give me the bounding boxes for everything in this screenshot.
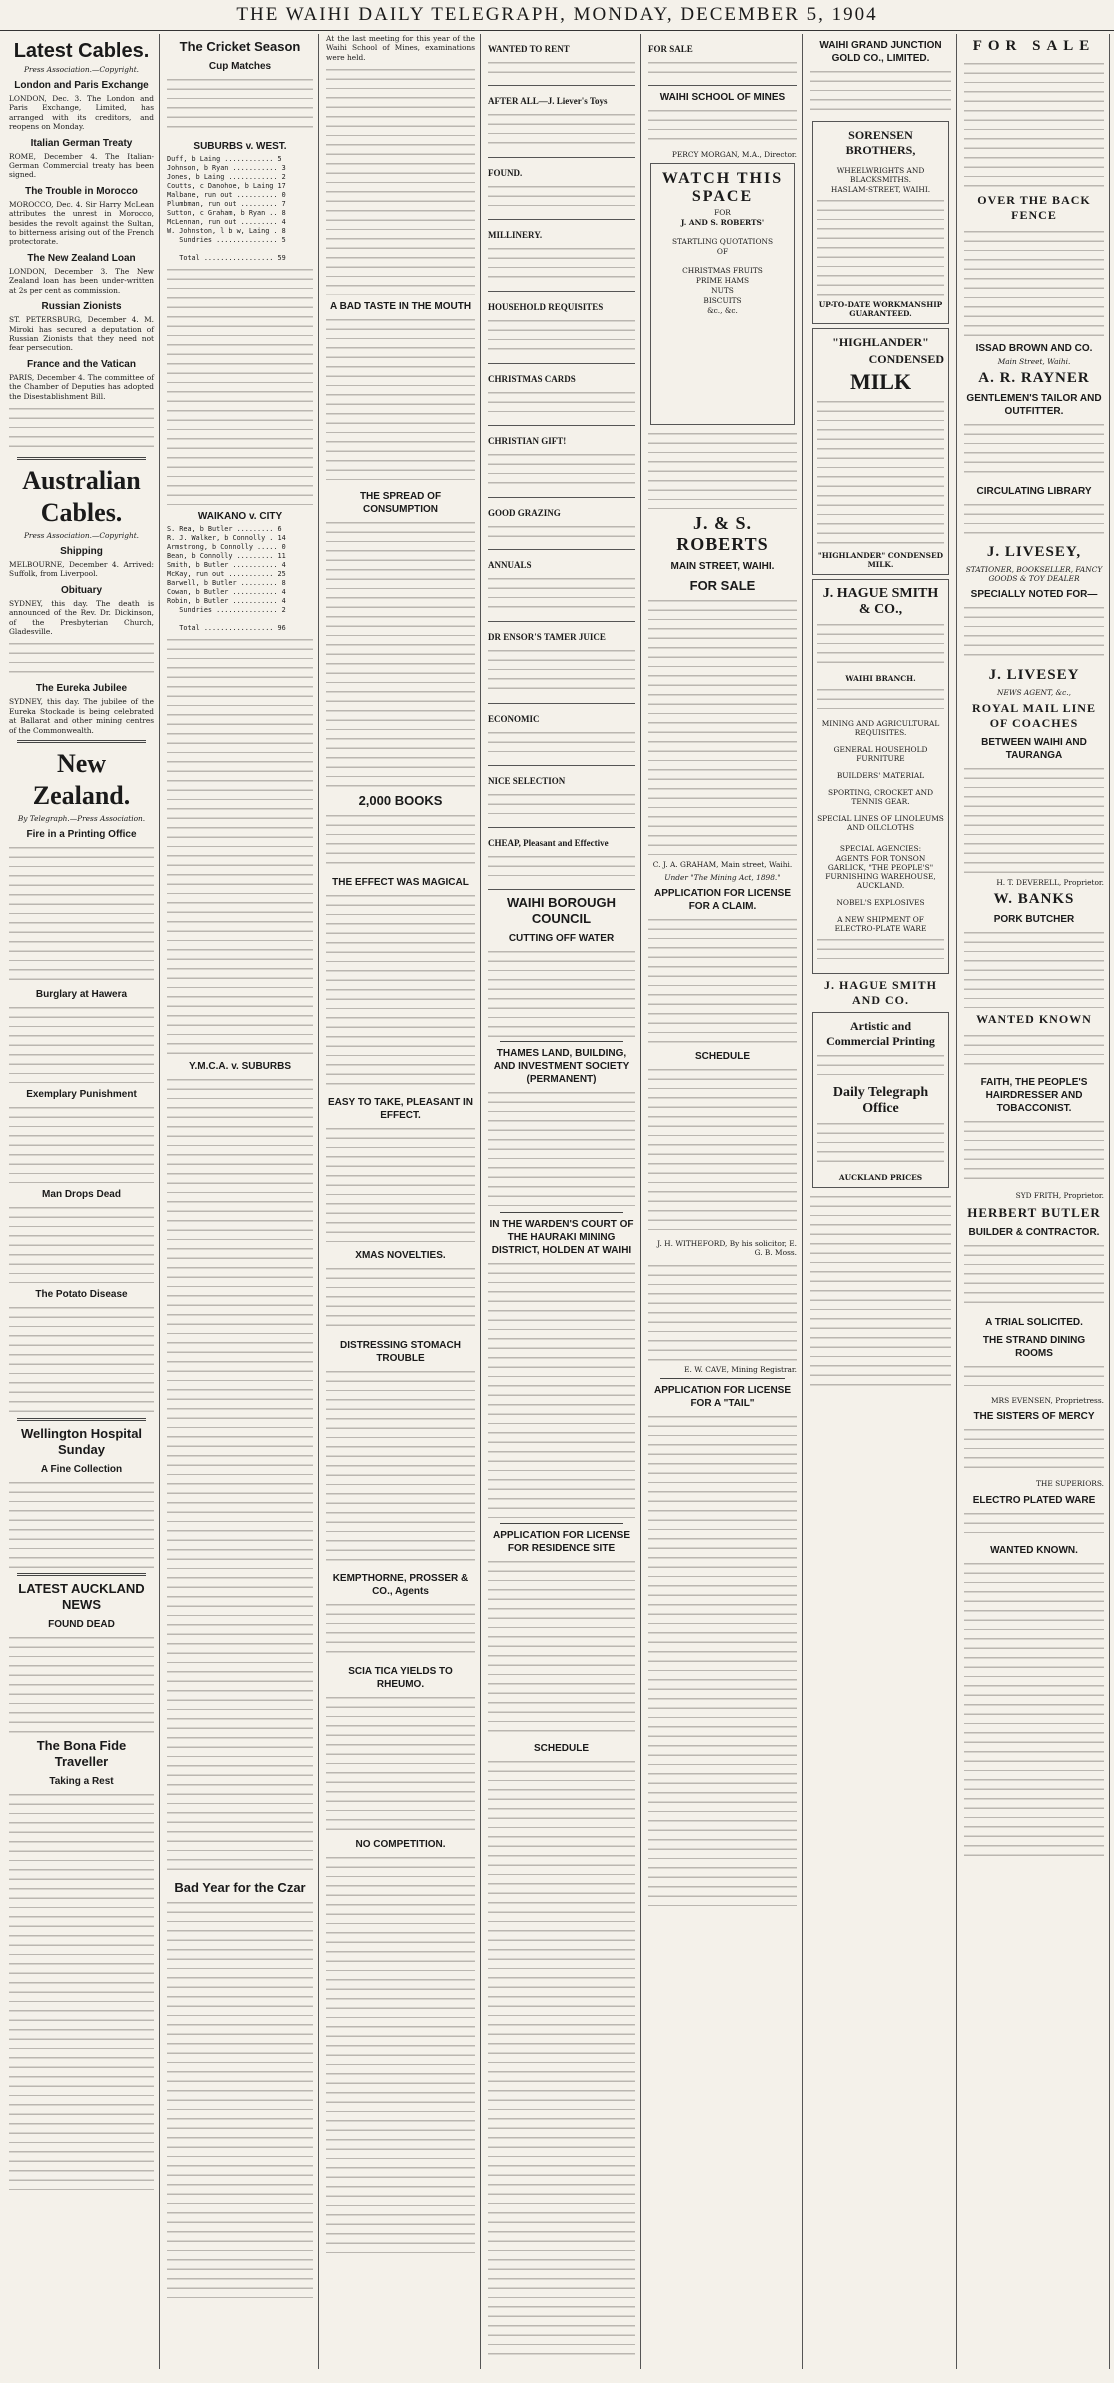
article-text: SYDNEY, this day. The jubilee of the Eureka Stockade is being celebrated at Ballarat and other mining centres of the Commonwealth. bbox=[9, 697, 154, 735]
shop-tagline: PORK BUTCHER bbox=[993, 914, 1075, 926]
headline: THE SPREAD OF CONSUMPTION bbox=[359, 491, 442, 516]
headline: The Potato Disease bbox=[35, 1289, 128, 1300]
text-block bbox=[648, 1261, 797, 1361]
text-block bbox=[488, 1259, 635, 1519]
divider bbox=[17, 1573, 146, 1576]
section-title: Wellington Hospital Sunday bbox=[20, 1426, 143, 1457]
headline: Man Drops Dead bbox=[42, 1189, 121, 1200]
headline: Exemplary Punishment bbox=[26, 1089, 137, 1100]
text-block bbox=[964, 1362, 1104, 1392]
notice-heading: FOR SALE bbox=[972, 38, 1096, 54]
text-block bbox=[326, 1124, 475, 1244]
text-block bbox=[648, 106, 797, 146]
text-block bbox=[167, 75, 313, 135]
text-block bbox=[326, 315, 475, 485]
sorensen-advert: SORENSEN BROTHERS, WHEELWRIGHTS AND BLACKSMITHS. HASLAM-STREET, WAIHI. UP-TO-DATE WORKMANSHIP GUARANTEED. bbox=[812, 121, 949, 324]
notice-subheading: BETWEEN WAIHI AND TAURANGA bbox=[981, 737, 1087, 761]
headline: The New Zealand Loan bbox=[27, 252, 136, 264]
classified-ad: HOUSEHOLD REQUISITES bbox=[488, 292, 635, 364]
text-block bbox=[326, 518, 475, 788]
classified-ad: DR ENSOR'S TAMER JUICE bbox=[488, 622, 635, 704]
notice-heading: SCHEDULE bbox=[694, 1050, 750, 1062]
classified-ad: ANNUALS bbox=[488, 550, 635, 622]
text-block bbox=[964, 420, 1104, 480]
notice-heading: APPLICATION FOR LICENSE FOR A "TAIL" bbox=[653, 1385, 792, 1410]
text-block bbox=[9, 1103, 154, 1183]
text-block bbox=[964, 1241, 1104, 1311]
roberts-advert: WATCH THIS SPACE FOR J. AND S. ROBERTS' STARTLING QUOTATIONS OF CHRISTMAS FRUITS PRIME HAMS NUTS BISCUITS &c., &c. bbox=[650, 163, 795, 425]
masthead-title: THE WAIHI DAILY TELEGRAPH, MONDAY, DECEMBER 5, 1904 bbox=[236, 4, 878, 25]
notice-heading: WAIHI SCHOOL OF MINES bbox=[659, 92, 786, 103]
masthead bbox=[0, 0, 1114, 31]
match-heading: SUBURBS v. WEST. bbox=[193, 141, 287, 152]
notice-heading: WANTED KNOWN. bbox=[990, 1544, 1078, 1556]
signature: C. J. A. GRAHAM, Main street, Waihi. bbox=[652, 860, 793, 870]
text-block bbox=[167, 635, 313, 1055]
text-block bbox=[167, 265, 313, 505]
text-block bbox=[326, 1853, 475, 2253]
column-4 bbox=[483, 34, 641, 2369]
classified-ad: CHRISTMAS CARDS bbox=[488, 364, 635, 426]
headline: A BAD TASTE IN THE MOUTH bbox=[329, 301, 472, 313]
text-block bbox=[9, 843, 154, 983]
article-text: LONDON, December 3. The New Zealand loan has been under-written at 2s per cent as commission. bbox=[9, 266, 154, 295]
notice-heading: APPLICATION FOR LICENSE FOR RESIDENCE SITE bbox=[492, 1530, 631, 1554]
classified-ad: MILLINERY. bbox=[488, 220, 635, 292]
text-block bbox=[810, 67, 951, 117]
headline: The Eureka Jubilee bbox=[35, 683, 128, 695]
column-5 bbox=[643, 34, 803, 2369]
shop-tagline: NEWS AGENT, &c., bbox=[997, 688, 1071, 697]
notice-heading: WAIHI GRAND JUNCTION GOLD CO., LIMITED. bbox=[819, 40, 942, 64]
text-block bbox=[648, 1065, 797, 1235]
headline: Bad Year for the Czar bbox=[174, 1880, 306, 1895]
hague-smith-advert: J. HAGUE SMITH & CO., WAIHI BRANCH. MINING AND AGRICULTURAL REQUISITES. GENERAL HOUSEHOLD FURNITURE BUILDERS' MATERIAL SPORTING, CROCKET AND TENNIS GEAR. SPECIAL LINES OF LINOLEUMS AND OILCLOTHS SPECIAL AGENCIES: AGENTS FOR TONSON GARLICK, "THE PEOPLE'S" FURNISHING WAREHOUSE, AUCKLAND. NOBEL'S EXPLOSIVES A NEW SHIPMENT OF ELECTRO-PLATE WARE bbox=[812, 579, 949, 974]
headline: Italian German Treaty bbox=[30, 137, 133, 149]
section-title: New Zealand. bbox=[32, 749, 131, 810]
shop-tagline: GENTLEMEN'S TAILOR AND OUTFITTER. bbox=[966, 393, 1102, 417]
printing-advert: Artistic and Commercial Printing Daily Telegraph Office AUCKLAND PRICES bbox=[812, 1012, 949, 1188]
classified-ad: FOR SALE bbox=[648, 34, 797, 86]
signature: H. T. DEVERELL, Proprietor. bbox=[996, 878, 1104, 887]
shop-name: FAITH, THE PEOPLE'S HAIRDRESSER AND TOBACCONIST. bbox=[980, 1077, 1088, 1115]
shop-name: HERBERT BUTLER bbox=[967, 1204, 1101, 1220]
headline: FOUND DEAD bbox=[48, 1619, 115, 1630]
text-block bbox=[326, 65, 475, 295]
headline: Taking a Rest bbox=[49, 1776, 114, 1787]
text-block bbox=[964, 500, 1104, 540]
text-block bbox=[326, 1367, 475, 1567]
text-block bbox=[964, 1509, 1104, 1539]
signature: SYD FRITH, Proprietor. bbox=[1015, 1191, 1104, 1201]
notice-heading: ROYAL MAIL LINE OF COACHES bbox=[972, 701, 1096, 730]
article-text: SYDNEY, this day. The death is announced of the Rev. Dr. Dickinson, of the Presbyterian Church, Gladesville. bbox=[9, 598, 154, 636]
text-block bbox=[648, 596, 797, 856]
column-1 bbox=[4, 34, 160, 2369]
press-credit: By Telegraph.—Press Association. bbox=[17, 814, 146, 823]
headline: London and Paris Exchange bbox=[14, 80, 149, 91]
notice-heading: THAMES LAND, BUILDING, AND INVESTMENT SOCIETY (PERMANENT) bbox=[493, 1048, 630, 1085]
headline: Burglary at Hawera bbox=[35, 989, 128, 1000]
divider bbox=[17, 457, 146, 460]
text-block bbox=[964, 59, 1104, 189]
classified-ad: CHRISTIAN GIFT! bbox=[488, 426, 635, 498]
text-block bbox=[488, 1088, 635, 1208]
signature: PERCY MORGAN, M.A., Director. bbox=[671, 150, 797, 159]
text-block bbox=[9, 1790, 154, 2190]
text-block bbox=[9, 404, 154, 452]
headline: XMAS NOVELTIES. bbox=[355, 1250, 446, 1262]
match-heading: WAIKANO v. CITY bbox=[197, 511, 283, 522]
text-block bbox=[326, 811, 475, 871]
press-credit: Press Association.—Copyright. bbox=[23, 530, 140, 540]
text-block bbox=[167, 1075, 313, 1875]
notice-heading: WAIHI BOROUGH COUNCIL bbox=[506, 895, 617, 926]
text-block bbox=[326, 1264, 475, 1334]
article-text: LONDON, Dec. 3. The London and Paris Exchange, Limited, has arranged with its creditors, and reopens on Monday. bbox=[9, 94, 154, 132]
text-block bbox=[9, 1633, 154, 1733]
shop-name: J. & S. ROBERTS bbox=[676, 513, 769, 555]
text-block bbox=[964, 227, 1104, 337]
text-block bbox=[488, 947, 635, 1037]
article-text: At the last meeting for this year of the Waihi School of Mines, examinations were held. bbox=[326, 34, 475, 62]
text-block bbox=[9, 639, 154, 677]
signature: THE SUPERIORS. bbox=[1035, 1479, 1104, 1489]
signature: J. H. WITHEFORD, By his solicitor, E. G. B. Moss. bbox=[657, 1238, 797, 1258]
section-title: Australian Cables. bbox=[22, 465, 141, 527]
headline: EASY TO TAKE, PLEASANT IN EFFECT. bbox=[327, 1097, 474, 1122]
press-credit: Press Association.—Copyright. bbox=[23, 65, 140, 74]
shop-address: Main Street, Waihi. bbox=[997, 357, 1071, 366]
text-block bbox=[488, 1757, 635, 2357]
text-block bbox=[648, 1412, 797, 1912]
shop-name: A. R. RAYNER bbox=[978, 370, 1090, 386]
text-block bbox=[648, 915, 797, 1045]
classified-ad: FOUND. bbox=[488, 158, 635, 220]
notice-heading: ELECTRO PLATED WARE bbox=[972, 1494, 1096, 1506]
notice-heading: OVER THE BACK FENCE bbox=[977, 193, 1091, 222]
divider bbox=[17, 740, 146, 743]
classified-ad: CHEAP, Pleasant and Effective bbox=[488, 828, 635, 890]
act-reference: Under "The Mining Act, 1898." bbox=[664, 872, 781, 882]
text-block bbox=[964, 1425, 1104, 1475]
classified-ad: ECONOMIC bbox=[488, 704, 635, 766]
classified-ad: NICE SELECTION bbox=[488, 766, 635, 828]
headline: Shipping bbox=[60, 545, 103, 557]
text-block bbox=[648, 429, 797, 509]
divider bbox=[660, 1378, 785, 1379]
column-2 bbox=[162, 34, 319, 2369]
headline: Russian Zionists bbox=[41, 301, 122, 313]
text-block bbox=[9, 1478, 154, 1568]
headline: A Fine Collection bbox=[40, 1464, 123, 1475]
notice-heading: A TRIAL SOLICITED. bbox=[985, 1316, 1083, 1328]
notice-heading: SPECIALLY NOTED FOR— bbox=[970, 589, 1098, 600]
column-6 bbox=[805, 34, 957, 2369]
subtitle: Cup Matches bbox=[208, 61, 272, 72]
text-block bbox=[326, 1693, 475, 1833]
notice-heading: APPLICATION FOR LICENSE FOR A CLAIM. bbox=[653, 887, 792, 912]
notice-subheading: CUTTING OFF WATER bbox=[508, 933, 615, 944]
text-block bbox=[964, 1117, 1104, 1187]
divider bbox=[17, 1418, 146, 1421]
notice-heading: SCHEDULE bbox=[533, 1743, 589, 1754]
headline: THE EFFECT WAS MAGICAL bbox=[332, 877, 469, 889]
column-3 bbox=[321, 34, 481, 2369]
divider bbox=[500, 1212, 623, 1213]
headline: The Trouble in Morocco bbox=[25, 185, 138, 197]
text-block bbox=[488, 1557, 635, 1737]
text-block bbox=[964, 1559, 1104, 1859]
scorecard: S. Rea, b Butler ......... 6 R. J. Walker, b Connolly . 14 Armstrong, b Connolly ..... 0 Bean, b Connolly ......... 11 Smith, b Butler ........... 4 McKay, run out ........... 25 Barwell, b Butler ......... 8 Cowan, b Butler ........... 4 Robin, b Butler ........... 4 Sundries ............... 2 Total ................. 96 bbox=[167, 525, 286, 632]
shop-tagline: STATIONER, BOOKSELLER, FANCY GOODS & TOY DEALER bbox=[965, 565, 1103, 583]
text-block bbox=[964, 1031, 1104, 1071]
text-block bbox=[326, 891, 475, 1091]
notice-heading: THE SISTERS OF MERCY bbox=[973, 1411, 1095, 1423]
milk-advert: "HIGHLANDER" CONDENSED MILK "HIGHLANDER" CONDENSED MILK. bbox=[812, 328, 949, 575]
divider bbox=[500, 1523, 623, 1524]
scorecard: Duff, b Laing ............ 5 Johnson, b Ryan ........... 3 Jones, b Laing ............ 2 Coutts, c Danohoe, b Laing 17 Malbane, run out .......... 0 Plumbman, run out ......... 7 Sutton, c Graham, b Ryan .. 8 McLennan, run out ......... 4 W. Johnston, l b w, Laing . 8 Sundries ............... 5 Total ................. 59 bbox=[167, 155, 286, 262]
shop-name: ISSAD BROWN AND CO. bbox=[975, 343, 1093, 354]
section-title: LATEST AUCKLAND NEWS bbox=[18, 1581, 145, 1612]
article-text: PARIS, December 4. The committee of the Chamber of Deputies has adopted the Disestablishment Bill. bbox=[9, 372, 154, 401]
text-block bbox=[9, 1303, 154, 1413]
headline: NO COMPETITION. bbox=[355, 1839, 446, 1851]
match-heading: Y.M.C.A. v. SUBURBS bbox=[188, 1061, 292, 1072]
signature: E. W. CAVE, Mining Registrar. bbox=[684, 1364, 797, 1374]
notice-heading: FOR SALE bbox=[689, 578, 756, 594]
article-text: ST. PETERSBURG, December 4. M. Miroki has secured a deputation of Russian Zionists that they need not fear persecution. bbox=[9, 315, 154, 353]
text-block bbox=[810, 1192, 951, 1392]
section-title: Latest Cables. bbox=[13, 40, 150, 62]
headline: SCIA TICA YIELDS TO RHEUMO. bbox=[348, 1666, 453, 1691]
text-block bbox=[9, 1203, 154, 1283]
headline: Obituary bbox=[60, 584, 103, 596]
headline: KEMPTHORNE, PROSSER & CO., Agents bbox=[332, 1573, 469, 1598]
notice-heading: CIRCULATING LIBRARY bbox=[976, 486, 1092, 497]
article-text: ROME, December 4. The Italian-German Commercial treaty has been signed. bbox=[9, 151, 154, 180]
text-block bbox=[9, 1003, 154, 1083]
shop-name: J. HAGUE SMITH AND CO. bbox=[823, 978, 937, 1007]
signature: MRS EVENSEN, Proprietress. bbox=[990, 1395, 1104, 1405]
notice-heading: IN THE WARDEN'S COURT OF THE HAURAKI MINING DISTRICT, HOLDEN AT WAIHI bbox=[489, 1219, 634, 1256]
text-block bbox=[326, 1600, 475, 1660]
shop-name: J. LIVESEY, bbox=[986, 544, 1082, 560]
divider bbox=[500, 1041, 623, 1042]
text-block bbox=[964, 764, 1104, 874]
shop-name: J. LIVESEY bbox=[988, 667, 1080, 683]
text-block bbox=[964, 928, 1104, 1008]
text-block bbox=[167, 1898, 313, 2298]
notice-heading: WANTED KNOWN bbox=[976, 1012, 1092, 1027]
section-title: The Bona Fide Traveller bbox=[36, 1738, 127, 1769]
section-title: The Cricket Season bbox=[179, 39, 301, 54]
article-text: MOROCCO, Dec. 4. Sir Harry McLean attributes the unrest in Morocco, besides the revolt against the Sultan, to bitterness arising out of the French protectorate. bbox=[9, 199, 154, 247]
shop-tagline: BUILDER & CONTRACTOR. bbox=[968, 1226, 1100, 1238]
classified-ad: WANTED TO RENT bbox=[488, 34, 635, 86]
article-text: MELBOURNE, December 4. Arrived: Suffolk, from Liverpool. bbox=[9, 559, 154, 579]
headline: DISTRESSING STOMACH TROUBLE bbox=[340, 1340, 461, 1365]
shop-address: MAIN STREET, WAIHI. bbox=[670, 561, 775, 573]
headline: Fire in a Printing Office bbox=[26, 829, 137, 840]
classified-ad: GOOD GRAZING bbox=[488, 498, 635, 550]
text-block bbox=[964, 603, 1104, 663]
shop-name: W. BANKS bbox=[993, 891, 1075, 908]
classified-ad: AFTER ALL—J. Liever's Toys bbox=[488, 86, 635, 158]
headline: France and the Vatican bbox=[27, 358, 136, 370]
shop-name: THE STRAND DINING ROOMS bbox=[982, 1334, 1086, 1359]
column-7 bbox=[959, 34, 1110, 2369]
headline: 2,000 BOOKS bbox=[358, 793, 443, 809]
